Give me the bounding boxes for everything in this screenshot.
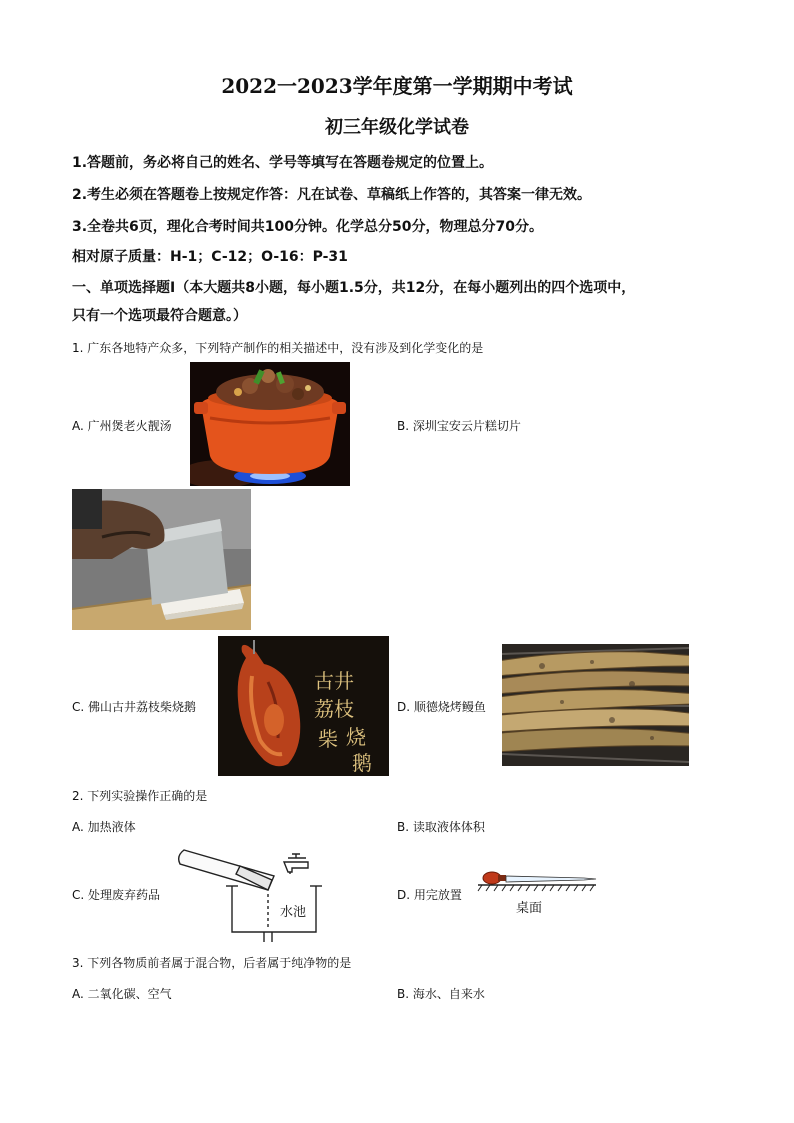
- question-2-stem: 2. 下列实验操作正确的是: [72, 789, 208, 803]
- section-heading-line2: 只有一个选项最符合题意。）: [72, 308, 247, 324]
- goose-text-3: 柴: [318, 727, 338, 751]
- roast-goose-photo: [218, 636, 389, 776]
- q1-option-c: C. 佛山古井荔枝柴烧鹅: [72, 700, 197, 714]
- goose-text-5: 鹅: [352, 751, 372, 775]
- table-label: 桌面: [516, 901, 543, 916]
- q2-option-a: A. 加热液体: [72, 820, 136, 834]
- q1-option-b: B. 深圳宝安云片糕切片: [397, 419, 521, 433]
- question-3-stem: 3. 下列各物质前者属于混合物，后者属于纯净物的是: [72, 956, 352, 970]
- instruction-3: 3.全卷共6页，理化合考时间共100分钟。化学总分50分，物理总分70分。: [72, 219, 543, 235]
- q2-option-c: C. 处理废弃药品: [72, 888, 161, 902]
- exam-subtitle: 初三年级化学试卷: [325, 117, 469, 138]
- waste-disposal-diagram: [176, 844, 326, 942]
- instruction-2: 2.考生必须在答题卷上按规定作答：凡在试卷、草稿纸上作答的，其答案一律无效。: [72, 187, 592, 203]
- q1-option-d: D. 顺德烧烤鳗鱼: [397, 700, 486, 714]
- dropper-on-table-diagram: [474, 868, 600, 918]
- question-1-stem: 1. 广东各地特产众多，下列特产制作的相关描述中，没有涉及到化学变化的是: [72, 341, 484, 355]
- cake-slicing-photo: [72, 489, 251, 630]
- grilled-eel-photo: [502, 644, 689, 766]
- exam-title: 2022一2023学年度第一学期期中考试: [221, 74, 573, 98]
- q3-option-b: B. 海水、自来水: [397, 987, 485, 1001]
- atomic-masses: 相对原子质量：H-1；C-12；O-16：P-31: [72, 249, 348, 265]
- section-heading-line1: 一、单项选择题Ⅰ（本大题共8小题，每小题1.5分，共12分，在每小题列出的四个选项中，: [72, 280, 636, 296]
- goose-text-2: 荔枝: [314, 697, 354, 721]
- instruction-1: 1.答题前，务必将自己的姓名、学号等填写在答题卷规定的位置上。: [72, 155, 494, 171]
- q1-option-a: A. 广州煲老火靓汤: [72, 419, 172, 433]
- q2-option-b: B. 读取液体体积: [397, 820, 485, 834]
- sink-label: 水池: [280, 905, 307, 920]
- clay-pot-soup-photo: [190, 362, 350, 486]
- goose-text-4: 烧: [346, 725, 366, 749]
- goose-text-1: 古井: [314, 669, 354, 693]
- q3-option-a: A. 二氧化碳、空气: [72, 987, 172, 1001]
- q2-option-d: D. 用完放置: [397, 888, 462, 902]
